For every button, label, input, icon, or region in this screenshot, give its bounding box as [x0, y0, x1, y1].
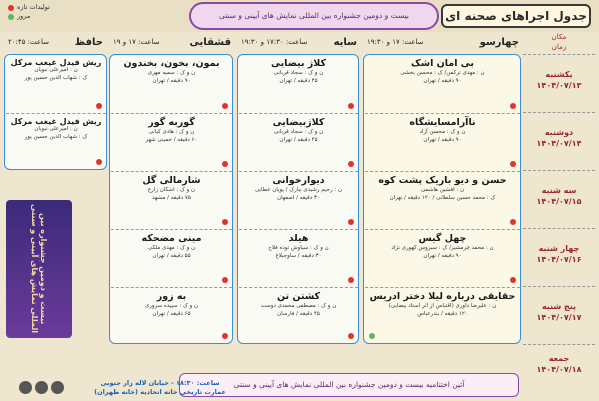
show-detail: ۹۰ دقیقه / تهران	[152, 77, 191, 84]
venue-name: چهارسو	[479, 36, 519, 48]
show-cell[interactable]	[365, 55, 520, 113]
new-production-icon	[222, 333, 228, 339]
new-production-icon	[96, 103, 102, 109]
top-bar	[0, 0, 599, 32]
day-date: ۱۴۰۴/۰۷/۱۵	[536, 197, 582, 206]
show-title: ناآرامسایشگاه	[409, 117, 476, 128]
show-cell[interactable]	[239, 171, 358, 229]
header-sayeh	[237, 32, 361, 52]
venue-time: ساعت: ۱۷:۳۰ و ۱۹:۳۰	[241, 38, 308, 46]
sponsor-logos	[4, 377, 64, 397]
show-detail: ک : محمد حسین سلطانی / ۱۲۰ دقیقه / تهران	[389, 194, 496, 201]
show-detail: ۹۰ دقیقه / تهران	[423, 252, 462, 259]
show-cell[interactable]	[111, 113, 232, 171]
show-cell[interactable]	[365, 229, 520, 287]
festival-poster	[6, 200, 72, 338]
show-detail: ۹۰ دقیقه / تهران	[423, 77, 462, 84]
legend-tour-label: مرور	[17, 12, 31, 20]
logo-icon	[35, 381, 48, 394]
show-cell[interactable]	[239, 229, 358, 287]
show-detail: ک : شهاب الدین حسین پور	[24, 133, 88, 140]
show-detail: ن : رحیم رشیدی نیارک / پویان عطایی	[254, 187, 343, 193]
show-cell[interactable]	[6, 113, 106, 169]
show-cell[interactable]	[365, 287, 520, 343]
new-production-icon	[348, 103, 354, 109]
show-detail: ۴۵ دقیقه / تهران	[279, 77, 318, 84]
show-title: بمون، بخون، بخندون	[123, 58, 220, 69]
column-chaharsoo	[363, 54, 521, 344]
new-production-icon	[348, 277, 354, 283]
red-dot-icon	[8, 5, 14, 11]
show-detail: ن : محمد چرمشیر/ ک : سیروس کهوری نژاد	[391, 245, 494, 251]
festival-name: بیست و دومین جشنواره بین المللی نمایش های آیینی و سنتی	[189, 2, 439, 30]
show-title: شارمالی گل	[142, 175, 201, 186]
legend	[8, 3, 68, 29]
new-production-icon	[222, 103, 228, 109]
day-1	[523, 54, 595, 112]
show-detail: ۵۵ دقیقه / تهران	[152, 252, 191, 259]
show-cell[interactable]	[111, 171, 232, 229]
show-detail: ۳۰ دقیقه / اصفهان	[277, 194, 320, 201]
poster-text: بیست و دومین جشنواره بین المللی نمایش های آیینی و سنتی	[30, 204, 48, 334]
day-2	[523, 112, 595, 170]
show-detail: ن و ک : اشکان زارع	[147, 187, 196, 193]
show-detail: ۴۵ دقیقه / تهران	[279, 136, 318, 143]
show-detail: ن : علیرضا داوری (اقتباس از اثر استاد بیضایی)	[388, 303, 497, 309]
show-title: دیوارخوانی	[272, 175, 325, 186]
green-dot-icon	[8, 14, 14, 20]
day-name: جمعه	[548, 354, 570, 363]
show-title: حسن و دیو باریک پشت کوه	[378, 175, 507, 186]
show-detail: ن و ک : سیاوش توده فلاح	[268, 245, 329, 251]
show-title: گوربه گور	[148, 117, 195, 128]
show-detail: ن و ک : سپیده سروری	[144, 303, 199, 309]
new-production-icon	[510, 277, 516, 283]
show-cell[interactable]	[239, 55, 358, 113]
address-line-1: ساعت: ۱۸:۳۰ - خیابان لاله زار جنوبی	[100, 379, 220, 387]
header-hafez	[4, 32, 107, 52]
show-detail: ن و ک : محسن آزاد	[419, 129, 466, 135]
closing-text: آئین اختتامیه بیست و دومین جشنواره بین المللی نمایش های آیینی و سنتی	[233, 380, 465, 389]
show-detail: ن و ک : سجاد قربانی	[273, 70, 324, 76]
venue-time: ساعت: ۲۰:۴۵	[8, 38, 50, 46]
show-detail: ۱۲۰ دقیقه / بندرعباس	[417, 310, 468, 317]
new-production-icon	[510, 161, 516, 167]
show-title: بی امان اشک	[411, 58, 474, 69]
legend-new	[8, 3, 68, 12]
show-title: کلاژ بیضایی	[270, 58, 327, 69]
tour-icon	[369, 333, 375, 339]
page-title: جدول اجراهای صحنه ای	[441, 4, 591, 28]
day-4	[523, 228, 595, 286]
show-cell[interactable]	[239, 113, 358, 171]
show-detail: ن و ک : هادی کیانی	[148, 129, 195, 135]
show-detail: ن و ک : سجاد قربانی	[273, 129, 324, 135]
show-title: حقایقی درباره لیلا دختر ادریس	[369, 291, 516, 302]
show-cell[interactable]	[111, 229, 232, 287]
legend-tour	[8, 12, 68, 21]
column-sayeh	[237, 54, 359, 344]
address-line-2: عمارت تاریخی خانه اتحادیه (خانه طهران)	[94, 388, 226, 396]
show-detail: ن : مهدی ترکمن/ ک : محسن بخشی	[400, 70, 485, 76]
logo-icon	[51, 381, 64, 394]
new-production-icon	[348, 333, 354, 339]
day-name: پنج شنبه	[541, 302, 577, 311]
new-production-icon	[222, 161, 228, 167]
corner-label	[523, 32, 595, 52]
show-detail: ۶۵ دقیقه / تهران	[152, 310, 191, 317]
show-detail: ۶۰ دقیقه / خمینی شهر	[145, 136, 198, 143]
show-title: مینی مضحکه	[141, 233, 202, 244]
show-title: چهل گیس	[418, 233, 467, 244]
new-production-icon	[96, 159, 102, 165]
legend-new-label: تولیدات تازه	[17, 3, 50, 11]
day-date: ۱۴۰۴/۰۷/۱۶	[536, 255, 582, 264]
show-title: هیلد	[288, 233, 309, 244]
corner-time: زمان	[551, 43, 567, 51]
day-name: دوشنبه	[544, 128, 574, 137]
day-5	[523, 286, 595, 344]
day-date: ۱۴۰۴/۰۷/۱۷	[536, 313, 582, 322]
show-detail: ن و ک : سمیه مهری	[147, 70, 196, 76]
show-title: کشتن تن	[276, 291, 321, 302]
day-6	[523, 344, 595, 396]
show-detail: ن و ک : مصطفی محمدی دوست	[260, 303, 337, 309]
show-title: به زور	[156, 291, 187, 302]
show-cell[interactable]	[111, 55, 232, 113]
show-detail: ۷۵ دقیقه / مشهد	[152, 194, 191, 201]
new-production-icon	[222, 277, 228, 283]
header-ghashghaei	[109, 32, 235, 52]
show-detail: ک : شهاب الدین حسین پور	[24, 74, 88, 81]
venue-name: قشقایی	[189, 36, 231, 48]
venue-time: ساعت: ۱۷ و ۱۹	[113, 38, 160, 46]
show-detail: ن و ک : مهدی ملکی	[147, 245, 196, 251]
logo-icon	[19, 381, 32, 394]
show-cell[interactable]	[239, 287, 358, 343]
show-cell[interactable]	[365, 113, 520, 171]
show-detail: ن : امیرعلی نبویان	[34, 67, 78, 73]
show-cell[interactable]	[365, 171, 520, 229]
show-detail: ۹۰ دقیقه / تهران	[423, 136, 462, 143]
venue-name: سایه	[333, 36, 357, 48]
venue-time: ساعت: ۱۷ و ۱۹:۳۰	[367, 38, 424, 46]
column-ghashghaei	[109, 54, 233, 344]
day-name: یکشنبه	[545, 70, 573, 79]
ceremony-address	[70, 379, 250, 397]
day-date: ۱۴۰۴/۰۷/۱۳	[536, 81, 582, 90]
show-detail: ۴۵ دقیقه / فارسان	[277, 310, 320, 317]
day-date: ۱۴۰۴/۰۷/۱۴	[536, 139, 582, 148]
show-detail: ۳۰ دقیقه / ساوجبلاغ	[275, 252, 322, 259]
new-production-icon	[510, 103, 516, 109]
header-chaharsoo	[363, 32, 523, 52]
show-title: کلاژبیضایی	[272, 117, 325, 128]
new-production-icon	[510, 219, 516, 225]
new-production-icon	[348, 161, 354, 167]
column-hafez	[4, 54, 107, 170]
show-title: ریش فیدل غیغب مرکل	[10, 58, 102, 67]
corner-place: مکان	[551, 33, 567, 41]
day-name: چهار شنبه	[538, 244, 580, 253]
new-production-icon	[222, 219, 228, 225]
show-title: ریش فیدل غیغب مرکل	[10, 117, 102, 126]
venue-name: حافظ	[74, 36, 103, 48]
day-name: سه شنبه	[541, 186, 577, 195]
new-production-icon	[348, 219, 354, 225]
show-cell[interactable]	[111, 287, 232, 343]
day-3	[523, 170, 595, 228]
show-cell[interactable]	[6, 55, 106, 113]
show-detail: ن : افشین هاشمی	[421, 187, 464, 193]
show-detail: ن : امیرعلی نبویان	[34, 126, 78, 132]
day-date: ۱۴۰۴/۰۷/۱۸	[536, 365, 582, 374]
